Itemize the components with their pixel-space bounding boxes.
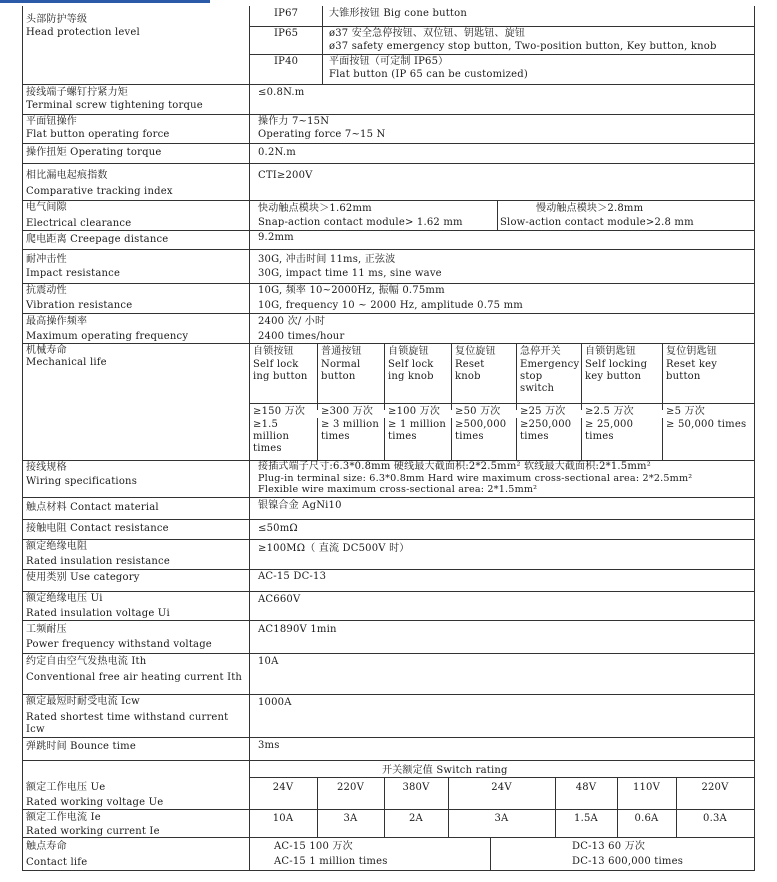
spec-label-cn: 平面钮操作 <box>26 116 77 127</box>
rated-voltage-value: 110V <box>632 782 661 793</box>
spec-value-en: 10G, frequency 10 ~ 2000 Hz, amplitude 0.75 mm <box>258 300 523 311</box>
elec-label-en: Rated insulation resistance <box>26 556 170 567</box>
mech-type-cn: 复位钥匙钮 <box>666 346 717 357</box>
row-divider <box>22 620 755 621</box>
mech-type-cn: 复位旋钮 <box>455 346 496 357</box>
mech-life-value-cn: ≥5 万次 <box>666 406 705 417</box>
elec-label: 使用类别 Use category <box>26 572 140 583</box>
wiring-label-en: Wiring specifications <box>26 476 138 487</box>
spec-label-en: Maximum operating frequency <box>26 331 189 342</box>
spec-value-en: 2400 times/hour <box>258 331 345 342</box>
row-divider <box>22 737 755 738</box>
rated-current-label-cn: 额定工作电流 Ie <box>26 812 101 823</box>
elec-value: ≤50mΩ <box>258 523 298 534</box>
rated-voltage-value: 220V <box>336 782 365 793</box>
mech-col-divider <box>317 418 318 460</box>
wiring-value-cn: 接插式端子尺寸:6.3*0.8mm 硬线最大截面积:2*2.5mm² 软线最大截面积:2*1.5mm² <box>258 461 651 472</box>
clearance-slow-en: Slow-action contact module>2.8 mm <box>500 217 694 228</box>
mech-col-divider <box>317 343 318 410</box>
mech-life-label-cn: 机械寿命 <box>26 345 67 356</box>
mech-type-en: Emergency stop switch <box>520 359 580 394</box>
contact-life-ac-cn: AC-15 100 万次 <box>274 841 353 852</box>
mech-col-divider <box>516 343 517 410</box>
row-divider <box>22 249 755 250</box>
row-divider <box>22 200 755 201</box>
elec-label-cn: 额定绝缘电阻 <box>26 541 88 552</box>
mech-life-value-en: ≥ 1 million times <box>388 419 447 442</box>
mech-col-divider <box>581 343 582 410</box>
switch-rating-header: 开关额定值 Switch rating <box>382 765 508 776</box>
mech-life-value-cn: ≥300 万次 <box>321 406 374 417</box>
mech-life-value-cn: ≥150 万次 <box>253 406 306 417</box>
spec-label-en: Impact resistance <box>26 268 121 279</box>
spec-label-en: Vibration resistance <box>26 300 133 311</box>
elec-value: 1000A <box>258 697 292 708</box>
clearance-snap-en: Snap-action contact module> 1.62 mm <box>258 217 463 228</box>
spec-value: ≤0.8N.m <box>258 87 305 98</box>
spec-label-cn: 相比漏电起痕指数 <box>26 170 108 181</box>
ip-rating: IP40 <box>274 56 299 67</box>
table-right-edge <box>754 6 755 870</box>
elec-label: 触点材料 Contact material <box>26 502 159 513</box>
elec-value: AC-15 DC-13 <box>258 571 327 582</box>
rated-voltage-value: 24V <box>491 782 512 793</box>
mech-type-cn: 自锁按钮 <box>253 346 294 357</box>
row-divider <box>22 837 755 838</box>
spec-label-en: Comparative tracking index <box>26 186 173 197</box>
spec-label-cn: 电气间隙 <box>26 202 67 213</box>
ip-description-cn: ø37 安全急停按钮、双位钮、钥匙钮、旋钮 <box>329 28 526 39</box>
mech-life-value-en: ≥ 3 million times <box>321 419 380 442</box>
contact-life-dc-en: DC-13 600,000 times <box>572 856 684 867</box>
rated-voltage-value: 48V <box>575 782 597 793</box>
mech-type-en: Self lock ing button <box>253 359 308 382</box>
row-divider <box>22 694 755 695</box>
mech-type-en: Self lock ing knob <box>388 359 434 382</box>
clearance-slow-cn: 慢动触点模块＞2.8mm <box>536 203 644 214</box>
elec-label-cn: 约定自由空气发热电流 Ith <box>26 656 147 667</box>
mech-col-divider <box>384 343 385 410</box>
rated-current-value: 10A <box>272 813 294 824</box>
ip-rating: IP65 <box>274 28 299 39</box>
mech-life-value-cn: ≥50 万次 <box>455 406 501 417</box>
spec-value: 9.2mm <box>258 232 294 243</box>
spec-value-en: Operating force 7~15 N <box>258 129 386 140</box>
ip-description-en: ø37 safety emergency stop button, Two-position button, Key button, knob <box>329 41 717 52</box>
spec-value-cn: 10G, 频率 10~2000Hz, 振幅 0.75mm <box>258 285 445 296</box>
contact-life-ac-en: AC-15 1 million times <box>274 856 388 867</box>
spec-label: 操作扭矩 Operating torque <box>26 147 162 158</box>
elec-label-en: Rated shortest time withstand current Icw <box>26 712 229 735</box>
elec-value: ≥100MΩ（ 直流 DC500V 时） <box>258 543 410 554</box>
spec-value-cn: 2400 次/ 小时 <box>258 316 326 327</box>
elec-value: 3ms <box>258 740 280 751</box>
elec-label-cn: 工频耐压 <box>26 624 67 635</box>
row-divider <box>22 809 755 810</box>
rated-current-label-en: Rated working current Ie <box>26 826 160 837</box>
rated-current-value: 2A <box>409 813 423 824</box>
spec-label-en: Flat button operating force <box>26 129 170 140</box>
row-divider <box>22 313 755 314</box>
mech-type-en: Normal button <box>321 359 361 382</box>
mech-col-divider <box>662 418 663 460</box>
mech-type-cn: 自锁旋钮 <box>388 346 429 357</box>
mech-life-value-en: ≥250,000 times <box>520 419 572 442</box>
spec-label-en: Electrical clearance <box>26 218 132 229</box>
row-divider <box>22 114 755 115</box>
spec-value-cn: 操作力 7~15N <box>258 116 330 127</box>
table-bottom-edge <box>22 870 755 871</box>
mech-type-en: Reset key button <box>666 359 718 382</box>
mech-life-label-en: Mechanical life <box>26 357 107 368</box>
elec-label-en: Power frequency withstand voltage <box>26 639 212 650</box>
ip-column-divider <box>322 6 323 84</box>
elec-label-cn: 额定最短时耐受电流 Icw <box>26 696 140 707</box>
mech-type-en: Reset knob <box>455 359 485 382</box>
ip-description-en: Flat button (IP 65 can be customized) <box>329 69 528 80</box>
wiring-label-cn: 接线规格 <box>26 462 67 473</box>
mech-life-value-en: ≥ 25,000 times <box>585 419 634 442</box>
spec-value: CTI≥200V <box>258 170 313 181</box>
table-left-edge <box>22 6 23 870</box>
contact-life-label-cn: 触点寿命 <box>26 841 67 852</box>
mech-col-divider <box>451 418 452 460</box>
elec-label: 接触电阻 Contact resistance <box>26 523 169 534</box>
ip-row-divider <box>249 54 755 55</box>
row-divider <box>249 777 755 778</box>
wiring-value-en-2: Flexible wire maximum cross-sectional area: 2*1.5mm² <box>258 484 538 495</box>
row-divider <box>22 163 755 164</box>
contact-life-label-en: Contact life <box>26 857 88 868</box>
rated-voltage-value: 380V <box>402 782 430 793</box>
spec-value-cn: 30G, 冲击时间 11ms, 正弦波 <box>258 254 396 265</box>
mech-col-divider <box>451 343 452 410</box>
mech-life-value-en: ≥1.5 million times <box>253 419 290 454</box>
mech-col-divider <box>581 418 582 460</box>
spec-label-en: Terminal screw tightening torque <box>26 100 203 111</box>
mech-col-divider <box>384 418 385 460</box>
rated-voltage-value: 220V <box>701 782 729 793</box>
contact-life-dc-cn: DC-13 60 万次 <box>572 841 646 852</box>
rated-current-value: 3A <box>494 813 509 824</box>
elec-value: AC660V <box>258 594 301 605</box>
rated-voltage-value: 24V <box>272 782 294 793</box>
spec-label-cn: 抗震动性 <box>26 285 67 296</box>
row-divider <box>22 497 755 498</box>
spec-value: 0.2N.m <box>258 147 296 158</box>
head-protection-label-cn: 头部防护等级 <box>26 14 88 25</box>
elec-label-cn: 额定绝缘电压 Ui <box>26 593 103 604</box>
mech-life-value-en: ≥ 50,000 times <box>666 419 747 430</box>
mech-life-value-en: ≥500,000 times <box>455 419 507 442</box>
spec-label-cn: 最高操作频率 <box>26 316 88 327</box>
row-divider <box>22 519 755 520</box>
ip-rating: IP67 <box>274 8 299 19</box>
spec-value-en: 30G, impact time 11 ms, sine wave <box>258 268 442 279</box>
row-divider <box>22 569 755 570</box>
head-protection-label-en: Head protection level <box>26 27 140 38</box>
row-divider <box>22 343 755 344</box>
elec-label-en: Conventional free air heating current Ith <box>26 672 243 683</box>
mech-type-cn: 普通按钮 <box>321 346 362 357</box>
ip-description-cn: 大锥形按钮 Big cone button <box>329 8 468 19</box>
elec-value: AC1890V 1min <box>258 624 337 635</box>
elec-label: 弹跳时间 Bounce time <box>26 741 136 752</box>
rated-voltage-label-en: Rated working voltage Ue <box>26 797 164 808</box>
elec-label-en: Rated insulation voltage Ui <box>26 608 170 619</box>
row-divider <box>22 760 755 761</box>
mech-type-cn: 急停开关 <box>520 346 561 357</box>
top-accent-bar <box>0 0 210 3</box>
spec-label-cn: 接线端子螺钉拧紧力矩 <box>26 87 128 98</box>
elec-value: 银镍合金 AgNi10 <box>258 500 342 511</box>
row-divider <box>22 653 755 654</box>
ip-description-cn: 平面按钮（可定制 IP65） <box>329 56 449 67</box>
row-divider <box>22 143 755 144</box>
ip-row-divider <box>249 26 755 27</box>
clearance-snap-cn: 快动触点模块＞1.62mm <box>258 203 372 214</box>
wiring-value-en-1: Plug-in terminal size: 6.3*0.8mm Hard wire maximum cross-sectional area: 2*2.5mm² <box>258 473 693 484</box>
row-divider <box>22 84 755 85</box>
mech-subrow-divider <box>249 403 755 404</box>
mech-type-cn: 自锁钥匙钮 <box>585 346 636 357</box>
clearance-split-divider <box>497 200 498 230</box>
rated-current-value: 1.5A <box>574 813 598 824</box>
row-divider <box>22 230 755 231</box>
label-value-divider <box>249 6 250 870</box>
mech-type-en: Self locking key button <box>585 359 648 382</box>
rated-current-value: 3A <box>343 813 358 824</box>
mech-life-value-cn: ≥25 万次 <box>520 406 566 417</box>
mech-life-value-cn: ≥2.5 万次 <box>585 406 634 417</box>
mech-col-divider <box>662 343 663 410</box>
rated-current-value: 0.6A <box>634 813 659 824</box>
elec-value: 10A <box>258 656 279 667</box>
spec-label: 爬电距离 Creepage distance <box>26 234 169 245</box>
rated-voltage-label-cn: 额定工作电压 Ue <box>26 782 106 793</box>
row-divider <box>22 283 755 284</box>
row-divider <box>22 591 755 592</box>
mech-life-value-cn: ≥100 万次 <box>388 406 441 417</box>
life-split-divider <box>490 837 491 870</box>
row-divider <box>22 539 755 540</box>
spec-table <box>22 6 755 874</box>
rated-current-value: 0.3A <box>703 813 727 824</box>
mech-col-divider <box>516 418 517 460</box>
spec-label-cn: 耐冲击性 <box>26 254 67 265</box>
